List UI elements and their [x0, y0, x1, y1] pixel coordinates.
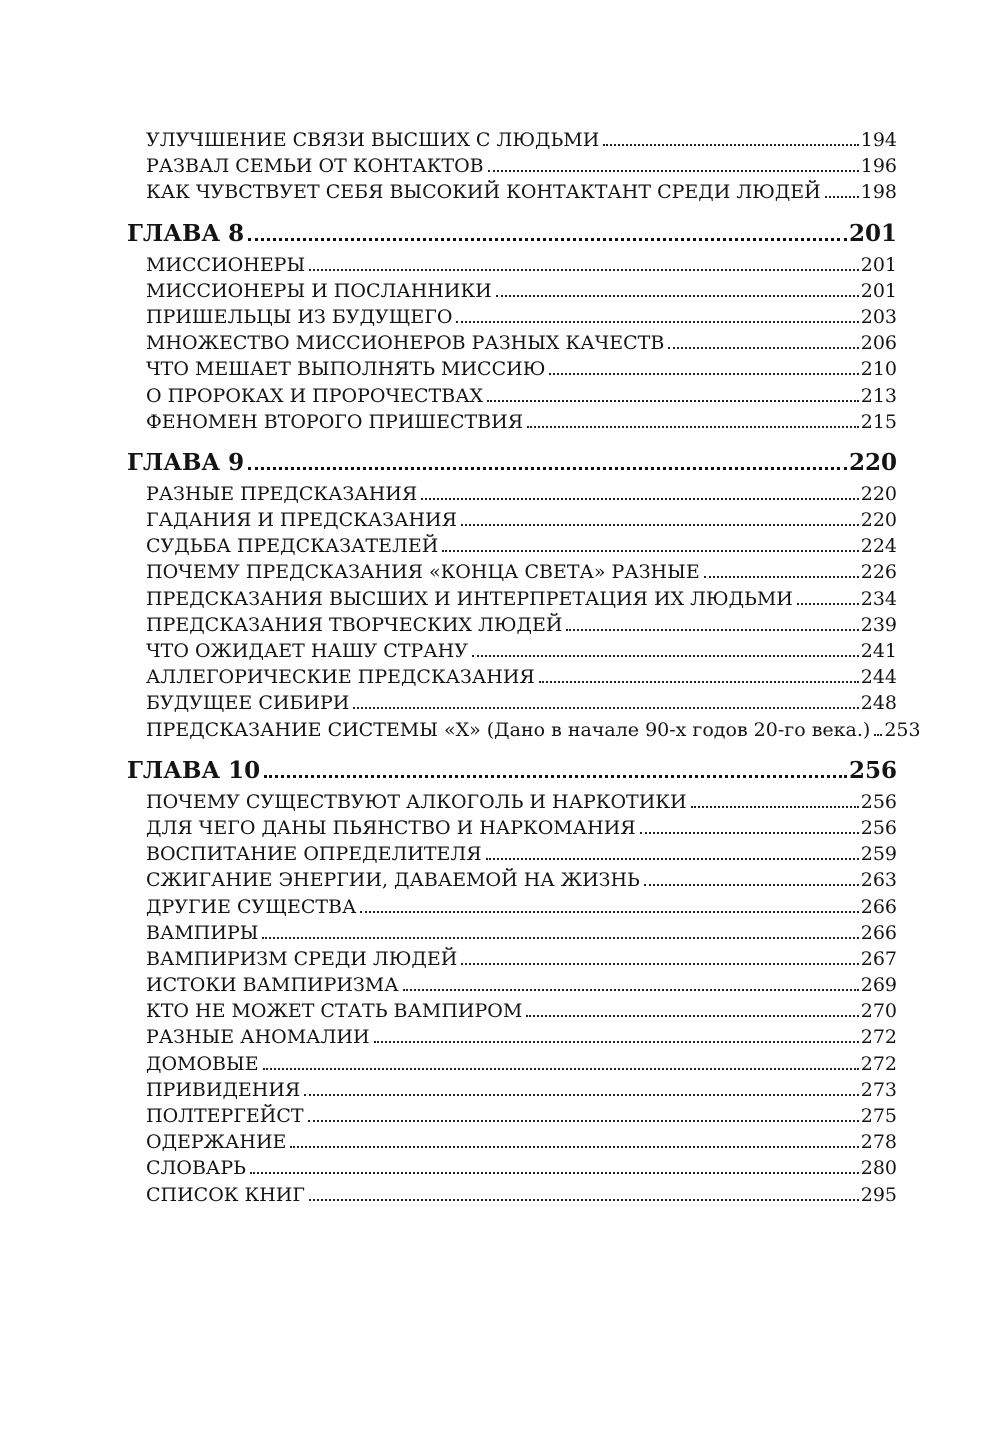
toc-entry — [127, 815, 897, 841]
toc-entry — [127, 153, 897, 179]
dot-leader — [374, 1041, 859, 1043]
chapter-heading — [127, 755, 897, 787]
toc-entry — [127, 920, 897, 946]
table-of-contents — [127, 127, 921, 1208]
toc-entry-title: ПРИШЕЛЬЦЫ ИЗ БУДУЩЕГО — [146, 305, 453, 328]
dot-leader — [360, 911, 858, 913]
chapter-title: ГЛАВА 9 — [127, 448, 245, 476]
toc-entry-page: 215 — [860, 410, 897, 433]
toc-entry-title: ПРЕДСКАЗАНИЯ ТВОРЧЕСКИХ ЛЮДЕЙ — [146, 613, 563, 636]
toc-entry-page: 256 — [860, 790, 897, 813]
chapter-title: ГЛАВА 10 — [127, 756, 261, 784]
toc-entry-page: 213 — [860, 384, 897, 407]
toc-entry — [127, 383, 897, 409]
dot-leader — [691, 806, 859, 808]
toc-entry — [127, 867, 897, 893]
toc-entry-title: ФЕНОМЕН ВТОРОГО ПРИШЕСТВИЯ — [146, 410, 524, 433]
toc-entry — [127, 330, 897, 356]
toc-entry-title: ВАМПИРЫ — [146, 921, 259, 944]
toc-entry-page: 253 — [884, 718, 921, 741]
toc-entry-page: 196 — [860, 155, 897, 178]
toc-entry-title: РАЗНЫЕ ПРЕДСКАЗАНИЯ — [146, 482, 418, 505]
chapter-heading — [127, 447, 897, 479]
toc-entry-page: 206 — [860, 332, 897, 355]
toc-entry-title: ДОМОВЫЕ — [146, 1052, 259, 1075]
toc-entry — [127, 894, 897, 920]
toc-entry-page: 244 — [860, 666, 897, 689]
toc-entry-title: РАЗВАЛ СЕМЬИ ОТ КОНТАКТОВ — [146, 155, 484, 178]
toc-entry-title: ЧТО ОЖИДАЕТ НАШУ СТРАНУ — [146, 640, 468, 662]
toc-entry — [127, 1051, 897, 1077]
toc-entry-page: 272 — [860, 1052, 897, 1075]
toc-entry-title: ПОЧЕМУ ПРЕДСКАЗАНИЯ «КОНЦА СВЕТА» РАЗНЫЕ — [146, 561, 700, 584]
toc-entry — [127, 127, 897, 153]
dot-leader — [456, 321, 858, 323]
toc-entry — [127, 690, 897, 716]
chapter-8-group — [127, 218, 897, 435]
toc-entry-page: 278 — [860, 1131, 897, 1154]
toc-entry-page: 280 — [860, 1157, 897, 1180]
chapter-10-group — [127, 755, 897, 1208]
toc-entry-page: 270 — [860, 1000, 897, 1023]
toc-entry — [127, 1024, 897, 1050]
dot-leader — [874, 734, 882, 736]
toc-entry-title: РАЗНЫЕ АНОМАЛИИ — [146, 1026, 370, 1049]
toc-entry — [127, 481, 897, 507]
toc-entry-title: ОДЕРЖАНИЕ — [146, 1131, 287, 1154]
toc-entry-title: СЛОВАРЬ — [146, 1157, 246, 1180]
dot-leader — [640, 832, 859, 834]
dot-leader — [264, 775, 847, 778]
dot-leader — [526, 1015, 858, 1017]
dot-leader — [668, 347, 858, 349]
toc-entry — [127, 972, 897, 998]
toc-entry-title: ДЛЯ ЧЕГО ДАНЫ ПЬЯНСТВО И НАРКОМАНИЯ — [146, 816, 636, 839]
toc-entry-page: 248 — [860, 692, 897, 715]
toc-entry-page: 239 — [860, 613, 897, 636]
dot-leader — [309, 1199, 859, 1201]
dot-leader — [603, 144, 858, 146]
toc-entry-title: УЛУЧШЕНИЕ СВЯЗИ ВЫСШИХ С ЛЮДЬМИ — [146, 129, 600, 151]
dot-leader — [644, 884, 859, 886]
toc-entry — [127, 717, 921, 743]
toc-entry-page: 198 — [860, 181, 897, 204]
toc-entry — [127, 1129, 897, 1155]
toc-entry-title: МНОЖЕСТВО МИССИОНЕРОВ РАЗНЫХ КАЧЕСТВ — [146, 332, 665, 355]
toc-entry-title: БУДУЩЕЕ СИБИРИ — [146, 692, 350, 715]
toc-entry-title: АЛЛЕГОРИЧЕСКИЕ ПРЕДСКАЗАНИЯ — [146, 666, 535, 689]
toc-entry — [127, 252, 897, 278]
dot-leader — [825, 196, 859, 198]
chapter-page: 256 — [848, 756, 897, 784]
toc-entry-title: СУДЬБА ПРЕДСКАЗАТЕЛЕЙ — [146, 535, 439, 558]
toc-entry — [127, 664, 897, 690]
toc-entry-page: 259 — [860, 843, 897, 866]
toc-entry-page: 220 — [860, 509, 897, 532]
dot-leader — [566, 629, 858, 631]
toc-entry-title: КТО НЕ МОЖЕТ СТАТЬ ВАМПИРОМ — [146, 1000, 523, 1023]
toc-entry-page: 273 — [860, 1078, 897, 1101]
toc-entry-page: 267 — [860, 947, 897, 970]
dot-leader — [472, 655, 859, 657]
toc-entry — [127, 507, 897, 533]
dot-leader — [263, 1068, 859, 1070]
dot-leader — [486, 858, 859, 860]
toc-entry-page: 234 — [860, 587, 897, 610]
toc-entry-title: СЖИГАНИЕ ЭНЕРГИИ, ДАВАЕМОЙ НА ЖИЗНЬ — [146, 869, 640, 892]
intro-entries — [127, 127, 897, 206]
dot-leader — [403, 989, 859, 991]
dot-leader — [704, 576, 859, 578]
dot-leader — [442, 550, 858, 552]
toc-entry — [127, 533, 897, 559]
toc-entry — [127, 179, 897, 205]
toc-entry — [127, 278, 897, 304]
toc-entry-page: 272 — [860, 1026, 897, 1049]
toc-entry — [127, 559, 897, 585]
toc-entry-page: 220 — [860, 482, 897, 505]
toc-entry-title: ИСТОКИ ВАМПИРИЗМА — [146, 974, 399, 997]
toc-entry-page: 203 — [860, 305, 897, 328]
toc-entry-page: 210 — [860, 358, 897, 381]
toc-entry-page: 266 — [860, 921, 897, 944]
toc-entry — [127, 946, 897, 972]
dot-leader — [248, 238, 847, 241]
dot-leader — [248, 467, 847, 470]
dot-leader — [539, 681, 859, 683]
toc-entry-title: ПОЛТЕРГЕЙСТ — [146, 1105, 304, 1127]
toc-entry — [127, 638, 897, 664]
toc-entry-title: ДРУГИЕ СУЩЕСТВА — [146, 895, 357, 918]
chapter-title: ГЛАВА 8 — [127, 219, 245, 247]
toc-entry — [127, 1103, 897, 1129]
toc-entry-page: 266 — [860, 895, 897, 918]
dot-leader — [250, 1172, 859, 1174]
toc-entry-title: ПРИВИДЕНИЯ — [146, 1078, 301, 1101]
dot-leader — [527, 426, 859, 428]
dot-leader — [421, 498, 859, 500]
toc-entry — [127, 841, 897, 867]
toc-entry — [127, 586, 897, 612]
dot-leader — [309, 269, 859, 271]
toc-entry-title: МИССИОНЕРЫ И ПОСЛАННИКИ — [146, 279, 492, 302]
toc-entry — [127, 1077, 897, 1103]
toc-entry-title: ГАДАНИЯ И ПРЕДСКАЗАНИЯ — [146, 509, 457, 532]
toc-entry-page: 224 — [860, 535, 897, 558]
toc-entry-title: ПРЕДСКАЗАНИЕ СИСТЕМЫ «Х» (Дано в начале 90-х годов 20-го века.) — [146, 718, 871, 741]
chapter-heading — [127, 218, 897, 250]
toc-entry-title: ПОЧЕМУ СУЩЕСТВУЮТ АЛКОГОЛЬ И НАРКОТИКИ — [146, 790, 687, 813]
dot-leader — [262, 937, 858, 939]
dot-leader — [797, 603, 859, 605]
toc-entry-title: ПРЕДСКАЗАНИЯ ВЫСШИХ И ИНТЕРПРЕТАЦИЯ ИХ ЛЮДЬМИ — [146, 587, 793, 610]
chapter-page: 201 — [848, 219, 897, 247]
dot-leader — [308, 1120, 859, 1122]
dot-leader — [353, 707, 858, 709]
toc-entry — [127, 304, 897, 330]
toc-entry — [127, 409, 897, 435]
dot-leader — [304, 1094, 858, 1096]
toc-entry — [127, 1155, 897, 1181]
toc-entry-page: 263 — [860, 869, 897, 892]
chapter-page: 220 — [848, 448, 897, 476]
dot-leader — [487, 400, 859, 402]
toc-entry — [127, 356, 897, 382]
dot-leader — [549, 373, 858, 375]
toc-entry — [127, 789, 897, 815]
toc-entry-title: ЧТО МЕШАЕТ ВЫПОЛНЯТЬ МИССИЮ — [146, 358, 546, 381]
toc-entry-title: СПИСОК КНИГ — [146, 1183, 305, 1206]
toc-entry-title: ВАМПИРИЗМ СРЕДИ ЛЮДЕЙ — [146, 947, 458, 970]
toc-entry-page: 256 — [860, 816, 897, 839]
toc-entry — [127, 998, 897, 1024]
toc-entry-title: ВОСПИТАНИЕ ОПРЕДЕЛИТЕЛЯ — [146, 843, 482, 866]
dot-leader — [496, 295, 859, 297]
toc-entry-page: 269 — [860, 974, 897, 997]
toc-entry-page: 194 — [860, 129, 897, 151]
chapter-9-group — [127, 447, 921, 743]
toc-entry-title: КАК ЧУВСТВУЕТ СЕБЯ ВЫСОКИЙ КОНТАКТАНТ СРЕДИ ЛЮДЕЙ — [146, 181, 821, 204]
toc-entry-title: МИССИОНЕРЫ — [146, 253, 306, 276]
dot-leader — [290, 1146, 858, 1148]
toc-entry-page: 201 — [860, 279, 897, 302]
toc-entry-page: 275 — [860, 1105, 897, 1127]
toc-entry-page: 226 — [860, 561, 897, 584]
toc-entry-page: 241 — [860, 640, 897, 662]
toc-entry — [127, 1182, 897, 1208]
toc-entry-page: 295 — [860, 1183, 897, 1206]
dot-leader — [488, 170, 859, 172]
toc-entry-page: 201 — [860, 253, 897, 276]
dot-leader — [461, 963, 858, 965]
toc-entry — [127, 612, 897, 638]
dot-leader — [461, 524, 859, 526]
toc-entry-title: О ПРОРОКАХ И ПРОРОЧЕСТВАХ — [146, 384, 484, 407]
